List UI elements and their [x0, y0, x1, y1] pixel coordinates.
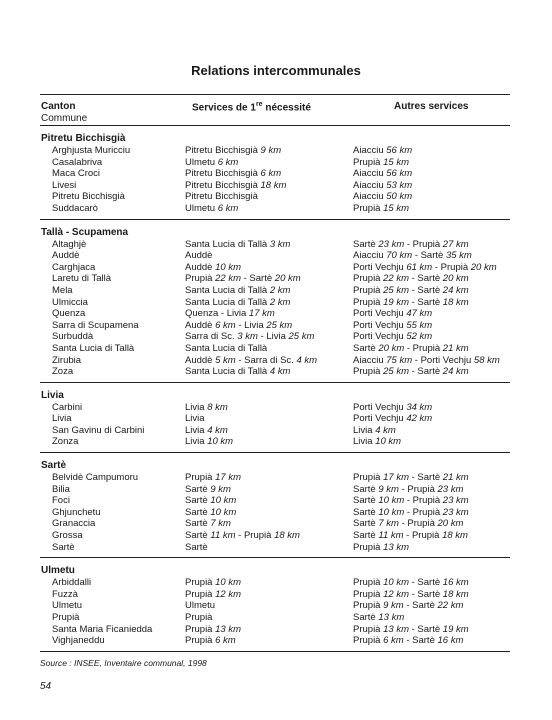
- source-note: Source : INSEE, Inventaire communal, 1998: [40, 658, 207, 668]
- services-cell: Santa Lucia di Tallà 2 km: [185, 284, 291, 296]
- autres-services-cell: Prupià 10 km - Sartè 16 km: [353, 577, 469, 589]
- commune-cell: Foci: [52, 495, 70, 507]
- table-row: [40, 484, 510, 496]
- commune-cell: Prupià: [52, 612, 80, 623]
- services-cell: Auddè 5 km - Sarra di Sc. 4 km: [185, 354, 318, 366]
- autres-services-cell: Porti Vechju 55 km: [353, 319, 433, 331]
- table-row: [40, 273, 510, 285]
- table-row: [40, 542, 510, 554]
- services-cell: Sartè: [185, 541, 208, 553]
- services-cell: Prupià 22 km - Sartè 20 km: [185, 273, 301, 285]
- services-cell: Quenza - Livia 17 km: [185, 308, 275, 320]
- commune-cell: Casalabriva: [52, 156, 103, 168]
- services-cell: Sartè 7 km: [185, 518, 231, 530]
- commune-cell: Livia: [52, 413, 72, 425]
- table-row: [40, 366, 510, 378]
- table-row: [40, 518, 510, 530]
- table-row: [40, 297, 510, 309]
- autres-services-cell: Prupià 13 km - Sartè 19 km: [353, 623, 469, 635]
- autres-services-cell: Prupià 12 km - Sartè 18 km: [353, 588, 469, 600]
- services-cell: Livia 4 km: [185, 424, 228, 436]
- table-row: [40, 308, 510, 320]
- page-title: Relations intercommunales: [191, 63, 361, 78]
- table-row: [40, 624, 510, 636]
- services-cell: Santa Lucia di Tallà: [185, 342, 268, 354]
- commune-cell: Livesi: [52, 179, 77, 191]
- table-row: [40, 285, 510, 297]
- autres-services-cell: Sartè 10 km - Prupià 23 km: [353, 495, 469, 507]
- table-row: [40, 635, 510, 647]
- services-cell: Sartè 9 km: [185, 483, 231, 495]
- autres-services-cell: Sartè 9 km - Prupià 23 km: [353, 483, 464, 495]
- autres-services-cell: Porti Vechju 34 km: [353, 401, 433, 413]
- header-commune: Commune: [41, 113, 88, 124]
- commune-cell: Zoza: [52, 366, 74, 378]
- commune-cell: Auddè: [52, 250, 80, 262]
- commune-cell: Ghjunchetu: [52, 506, 101, 518]
- table-row: [40, 191, 510, 203]
- commune-cell: Carbini: [52, 401, 83, 413]
- canton-name: Sartè: [41, 460, 67, 472]
- canton-name: Livia: [41, 389, 64, 401]
- services-cell: Pitretu Bicchisgià 6 km: [185, 168, 282, 180]
- commune-cell: Maca Croci: [52, 168, 101, 180]
- header-autres-services: Autres services: [394, 101, 469, 112]
- canton-name: Tallà - Scupamena: [41, 226, 129, 238]
- autres-services-cell: Aiacciu 75 km - Porti Vechju 58 km: [353, 354, 500, 366]
- canton-group: [40, 453, 510, 558]
- services-cell: Auddè: [185, 250, 213, 262]
- services-cell: Livia 10 km: [185, 436, 234, 448]
- autres-services-cell: Aiacciu 70 km - Sartè 35 km: [353, 250, 472, 262]
- commune-cell: Carghjaca: [52, 261, 96, 273]
- table-row: [40, 402, 510, 414]
- header-services-sup: re: [255, 101, 263, 108]
- autres-services-cell: Aiacciu 56 km: [353, 168, 413, 180]
- services-cell: Pitretu Bicchisgià 9 km: [185, 145, 282, 156]
- autres-services-cell: Prupià 6 km - Sartè 16 km: [353, 635, 464, 647]
- table-row: [40, 436, 510, 448]
- autres-services-cell: Aiacciu 53 km: [353, 179, 413, 191]
- autres-services-cell: Livia 4 km: [353, 424, 396, 436]
- table-row: [40, 320, 510, 332]
- services-cell: Livia 8 km: [185, 401, 228, 413]
- commune-cell: Belvidè Campumoru: [52, 472, 139, 484]
- table-row: [40, 589, 510, 601]
- table-row: [40, 180, 510, 192]
- table-row: [40, 507, 510, 519]
- canton-group: [40, 126, 510, 220]
- autres-services-cell: Sartè 20 km - Prupià 21 km: [353, 342, 469, 354]
- header-services-suffix: nécessité: [262, 102, 311, 114]
- table-row: [40, 239, 510, 251]
- services-cell: Prupià: [185, 612, 213, 623]
- autres-services-cell: Sartè 13 km: [353, 612, 405, 623]
- commune-cell: Grossa: [52, 530, 83, 542]
- services-cell: Prupià 17 km: [185, 472, 241, 484]
- autres-services-cell: Aiacciu 50 km: [353, 191, 413, 203]
- table-row: [40, 425, 510, 437]
- services-cell: Pitretu Bicchisgià 18 km: [185, 179, 287, 191]
- canton-name: Pitretu Bicchisgià: [41, 133, 126, 144]
- autres-services-cell: Prupià 13 km: [353, 541, 409, 553]
- services-cell: Auddè 10 km: [185, 261, 241, 273]
- table-row: [40, 145, 510, 157]
- services-cell: Sartè 11 km - Prupià 18 km: [185, 530, 300, 542]
- table-row: [40, 355, 510, 367]
- services-cell: Ulmetu 6 km: [185, 202, 239, 214]
- services-cell: Prupià 10 km: [185, 577, 241, 589]
- services-cell: Livia: [185, 413, 205, 425]
- commune-cell: Fuzzà: [52, 588, 78, 600]
- table-row: [40, 413, 510, 425]
- commune-cell: Granaccia: [52, 518, 96, 530]
- commune-cell: Altaghjè: [52, 238, 87, 250]
- table-row: [40, 157, 510, 169]
- services-cell: Pitretu Bicchisgià: [185, 191, 258, 203]
- autres-services-cell: Livia 10 km: [353, 436, 402, 448]
- commune-cell: Surbuddà: [52, 331, 94, 343]
- services-cell: Santa Lucia di Tallà 4 km: [185, 366, 291, 378]
- autres-services-cell: Sartè 10 km - Prupià 23 km: [353, 506, 469, 518]
- commune-cell: Santa Lucia di Tallà: [52, 342, 135, 354]
- autres-services-cell: Prupià 19 km - Sartè 18 km: [353, 296, 469, 308]
- services-cell: Prupià 6 km: [185, 635, 236, 647]
- header-canton: Canton: [41, 101, 76, 112]
- table-row: [40, 472, 510, 484]
- services-cell: Prupià 13 km: [185, 623, 241, 635]
- autres-services-cell: Porti Vechju 52 km: [353, 331, 433, 343]
- commune-cell: Quenza: [52, 308, 86, 320]
- relations-table: [40, 94, 510, 652]
- services-cell: Sartè 10 km: [185, 495, 237, 507]
- commune-cell: Sarra di Scupamena: [52, 319, 139, 331]
- commune-cell: Santa Maria Ficaniedda: [52, 623, 153, 635]
- commune-cell: Zonza: [52, 436, 79, 448]
- canton-group: [40, 558, 510, 651]
- table-row: [40, 343, 510, 355]
- table-row: [40, 331, 510, 343]
- commune-cell: Ulmiccia: [52, 296, 88, 308]
- services-cell: Sarra di Sc. 3 km - Livia 25 km: [185, 331, 315, 343]
- header-services-prefix: Services de 1: [192, 102, 256, 114]
- autres-services-cell: Prupià 17 km - Sartè 21 km: [353, 472, 469, 484]
- commune-cell: Laretu di Tallà: [52, 273, 111, 285]
- table-row: [40, 168, 510, 180]
- autres-services-cell: Prupià 25 km - Sartè 24 km: [353, 284, 469, 296]
- autres-services-cell: Porti Vechju 47 km: [353, 308, 433, 320]
- header-services: [192, 101, 311, 113]
- autres-services-cell: Prupià 15 km: [353, 156, 409, 168]
- services-cell: Sartè 10 km: [185, 506, 237, 518]
- table-header: [40, 95, 510, 126]
- table-row: [40, 530, 510, 542]
- commune-cell: Pitretu Bicchisgià: [52, 191, 125, 203]
- canton-group: [40, 383, 510, 453]
- table-row: [40, 577, 510, 589]
- table-row: [40, 600, 510, 612]
- services-cell: Ulmetu 6 km: [185, 156, 239, 168]
- commune-cell: San Gavinu di Carbini: [52, 424, 145, 436]
- services-cell: Prupià 12 km: [185, 588, 241, 600]
- autres-services-cell: Porti Vechju 61 km - Prupià 20 km: [353, 261, 497, 273]
- page-number: 54: [40, 681, 52, 692]
- canton-group: [40, 220, 510, 383]
- table-row: [40, 203, 510, 215]
- services-cell: Auddè 6 km - Livia 25 km: [185, 319, 293, 331]
- commune-cell: Arbiddalli: [52, 577, 92, 589]
- commune-cell: Vighjaneddu: [52, 635, 105, 647]
- commune-cell: Sartè: [52, 541, 75, 553]
- autres-services-cell: Prupià 9 km - Sartè 22 km: [353, 600, 464, 612]
- commune-cell: Suddacarò: [52, 202, 98, 214]
- autres-services-cell: Prupià 22 km - Sartè 20 km: [353, 273, 469, 285]
- autres-services-cell: Sartè 11 km - Prupià 18 km: [353, 530, 468, 542]
- table-row: [40, 250, 510, 262]
- table-body: [40, 126, 510, 651]
- commune-cell: Arghjusta Muricciu: [52, 145, 131, 156]
- services-cell: Santa Lucia di Tallà 3 km: [185, 238, 291, 250]
- autres-services-cell: Sartè 23 km - Prupià 27 km: [353, 238, 469, 250]
- autres-services-cell: Aiacciu 56 km: [353, 145, 413, 156]
- autres-services-cell: Prupià 15 km: [353, 202, 409, 214]
- canton-name: Ulmetu: [41, 565, 75, 577]
- table-row: [40, 612, 510, 624]
- commune-cell: Zirubia: [52, 354, 82, 366]
- table-row: [40, 495, 510, 507]
- autres-services-cell: Sartè 7 km - Prupià 20 km: [353, 518, 464, 530]
- table-row: [40, 262, 510, 274]
- commune-cell: Bilia: [52, 483, 70, 495]
- services-cell: Ulmetu: [185, 600, 216, 612]
- autres-services-cell: Porti Vechju 42 km: [353, 413, 433, 425]
- commune-cell: Mela: [52, 284, 73, 296]
- services-cell: Santa Lucia di Tallà 2 km: [185, 296, 291, 308]
- commune-cell: Ulmetu: [52, 600, 83, 612]
- autres-services-cell: Prupià 25 km - Sartè 24 km: [353, 366, 469, 378]
